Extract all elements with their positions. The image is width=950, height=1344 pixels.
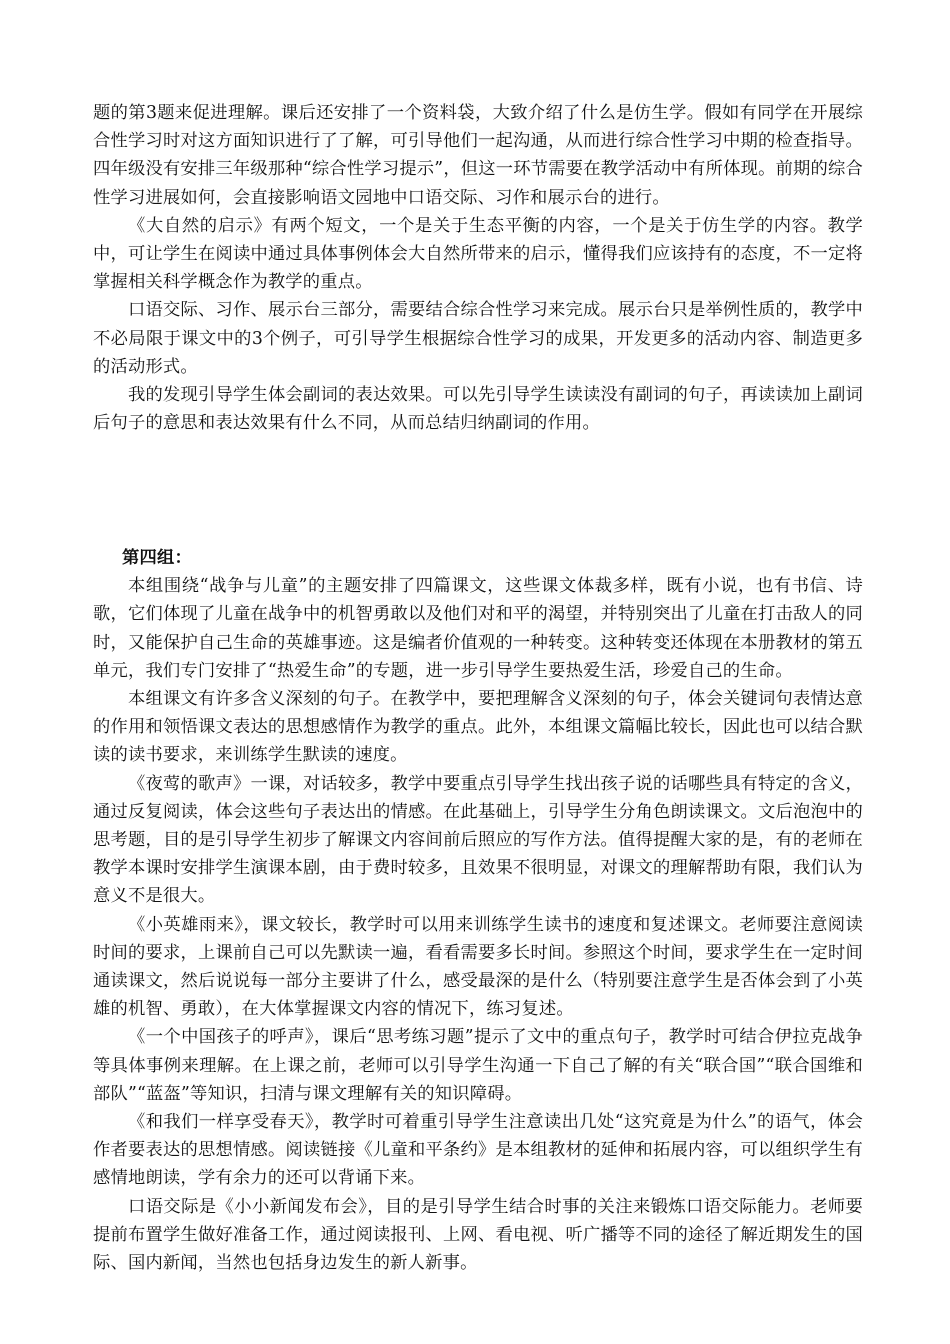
paragraph: 题的第3题来促进理解。课后还安排了一个资料袋，大致介绍了什么是仿生学。假如有同学在开展综合性学习时对这方面知识进行了了解，可引导他们一起沟通，从而进行综合性学习中期的检查指导。四年级没有安排三年级那种“综合性学习提示”，但这一环节需要在教学活动中有所体现。前期的综合性学习进展如何，会直接影响语文园地中口语交际、习作和展示台的进行。 (93, 103, 863, 208)
section-group4 (93, 544, 863, 1277)
section-heading: 第四组： (122, 548, 192, 568)
paragraph: 口语交际是《小小新闻发布会》，目的是引导学生结合时事的关注来锻炼口语交际能力。老师要提前布置学生做好准备工作，通过阅读报刊、上网、看电视、听广播等不同的途径了解近期发生的国际、国内新闻，当然也包括身边发生的新人新事。 (93, 1196, 863, 1274)
paragraph: 《和我们一样享受春天》，教学时可着重引导学生注意读出几处“这究竟是为什么”的语气，体会作者要表达的思想情感。阅读链接《儿童和平条约》是本组教材的延伸和拓展内容，可以组织学生有感情地朗读，学有余力的还可以背诵下来。 (93, 1112, 863, 1189)
paragraph: 《大自然的启示》有两个短文，一个是关于生态平衡的内容，一个是关于仿生学的内容。教学中，可让学生在阅读中通过具体事例体会大自然所带来的启示，懂得我们应该持有的态度，不一定将掌握相关科学概念作为教学的重点。 (93, 215, 863, 293)
paragraph: 我的发现引导学生体会副词的表达效果。可以先引导学生读读没有副词的句子，再读读加上副词后句子的意思和表达效果有什么不同，从而总结归纳副词的作用。 (93, 385, 863, 434)
paragraph: 本组课文有许多含义深刻的句子。在教学中，要把理解含义深刻的句子，体会关键词句表情达意的作用和领悟课文表达的思想感情作为教学的重点。此外，本组课文篇幅比较长，因此也可以结合默读的读书要求，来训练学生默读的速度。 (93, 689, 863, 766)
paragraph: 口语交际、习作、展示台三部分，需要结合综合性学习来完成。展示台只是举例性质的，教学中不必局限于课文中的3个例子，可引导学生根据综合性学习的成果，开发更多的活动内容、制造更多的活动形式。 (93, 300, 863, 377)
section-top (93, 99, 863, 437)
paragraph: 《小英雄雨来》，课文较长，教学时可以用来训练学生读书的速度和复述课文。老师要注意阅读时间的要求，上课前自己可以先默读一遍，看看需要多长时间。参照这个时间，要求学生在一定时间通读课文，然后说说每一部分主要讲了什么，感受最深的是什么（特别要注意学生是否体会到了小英雄的机智、勇敢），在大体掌握课文内容的情况下，练习复述。 (93, 914, 863, 1020)
paragraph: 《夜莺的歌声》一课，对话较多，教学中要重点引导学生找出孩子说的话哪些具有特定的含义，通过反复阅读，体会这些句子表达出的情感。在此基础上，引导学生分角色朗读课文。文后泡泡中的思考题，目的是引导学生初步了解课文内容间前后照应的写作方法。值得提醒大家的是，有的老师在教学本课时安排学生演课本剧，由于费时较多，且效果不很明显，对课文的理解帮助有限，我们认为意义不是很大。 (93, 773, 863, 907)
paragraph: 本组围绕“战争与儿童”的主题安排了四篇课文，这些课文体裁多样，既有小说，也有书信、诗歌，它们体现了儿童在战争中的机智勇敢以及他们对和平的渴望，并特别突出了儿童在打击敌人的同时，又能保护自己生命的英雄事迹。这是编者价值观的一种转变。这种转变还体现在本册教材的第五单元，我们专门安排了“热爱生命”的专题，进一步引导学生要热爱生活，珍爱自己的生命。 (93, 576, 863, 681)
paragraph: 《一个中国孩子的呼声》，课后“思考练习题”提示了文中的重点句子，教学时可结合伊拉克战争等具体事例来理解。在上课之前，老师可以引导学生沟通一下自己了解的有关“联合国”“联合国维和部队”“蓝盔”等知识，扫清与课文理解有关的知识障碍。 (93, 1027, 863, 1104)
